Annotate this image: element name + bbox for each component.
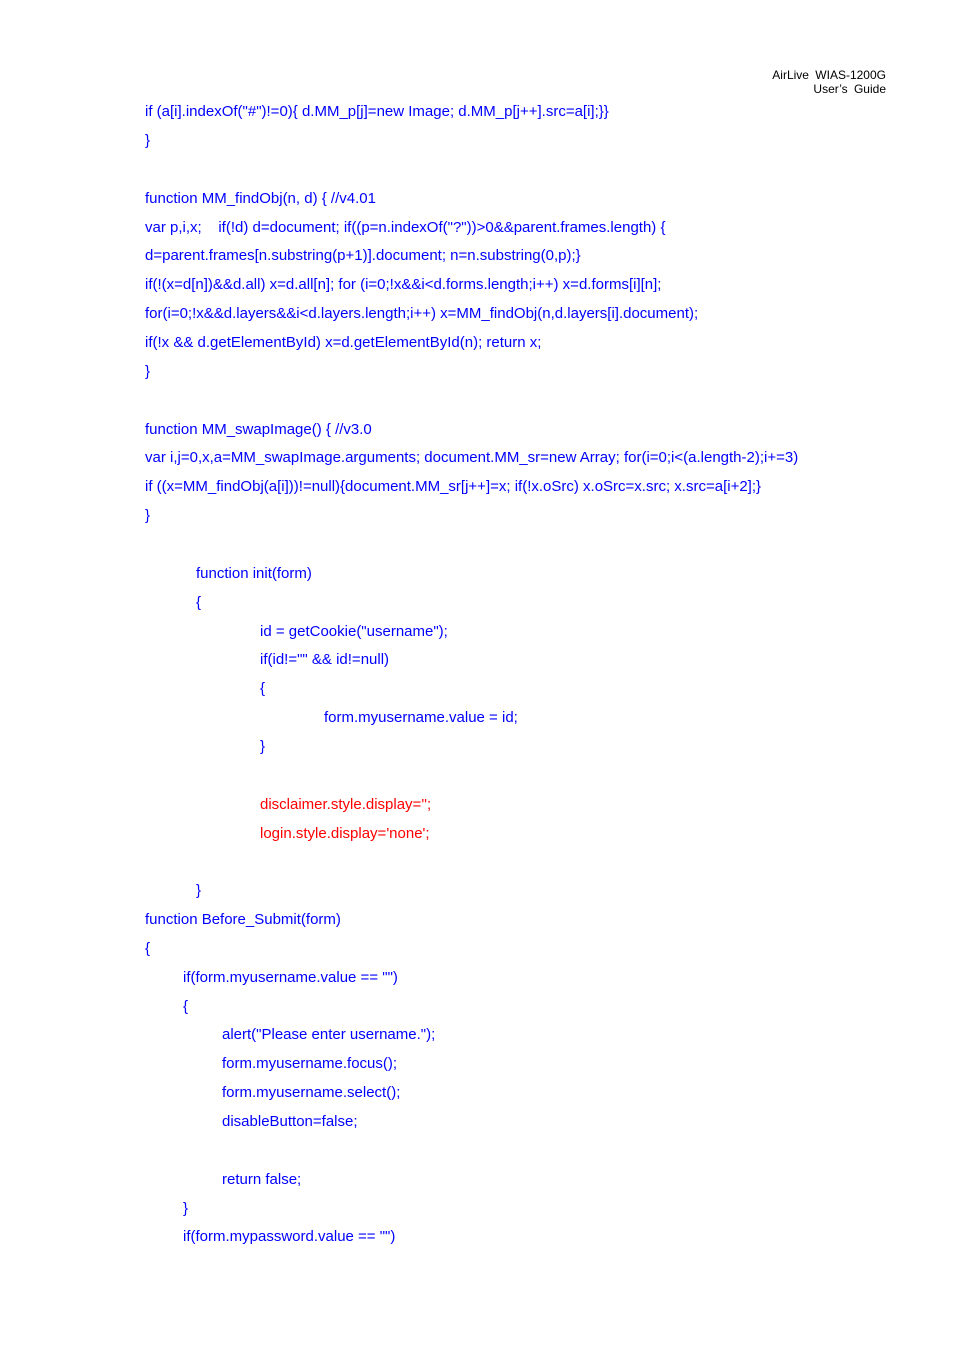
code-line: { bbox=[196, 594, 202, 611]
code-line: } bbox=[145, 132, 151, 149]
code-line: if(!(x=d[n])&&d.all) x=d.all[n]; for (i=0;!x&&i<d.forms.length;i++) x=d.forms[i][n]; bbox=[145, 276, 662, 293]
code-line: function Before_Submit(form) bbox=[145, 911, 341, 928]
code-line: function MM_findObj(n, d) { //v4.01 bbox=[145, 190, 376, 207]
code-line: if(form.myusername.value == "") bbox=[183, 969, 398, 986]
code-line: form.myusername.focus(); bbox=[222, 1055, 398, 1072]
header-guide: User’s Guide bbox=[813, 82, 886, 96]
code-line: form.myusername.select(); bbox=[222, 1084, 401, 1101]
code-line: } bbox=[183, 1200, 189, 1217]
code-line: id = getCookie("username"); bbox=[260, 623, 448, 640]
code-line: if(!x && d.getElementById) x=d.getElementById(n); return x; bbox=[145, 334, 542, 351]
code-line: d=parent.frames[n.substring(p+1)].document; n=n.substring(0,p);} bbox=[145, 247, 581, 264]
code-line: return false; bbox=[222, 1171, 302, 1188]
code-line: if(id!="" && id!=null) bbox=[260, 651, 390, 668]
code-line: alert("Please enter username."); bbox=[222, 1026, 436, 1043]
code-line: if(form.mypassword.value == "") bbox=[183, 1228, 396, 1245]
code-line: { bbox=[183, 998, 189, 1015]
code-line: for(i=0;!x&&d.layers&&i<d.layers.length;i++) x=MM_findObj(n,d.layers[i].document); bbox=[145, 305, 699, 322]
code-line-highlighted: disclaimer.style.display=''; bbox=[260, 796, 432, 813]
code-line: { bbox=[260, 680, 266, 697]
code-line: var i,j=0,x,a=MM_swapImage.arguments; document.MM_sr=new Array; for(i=0;i<(a.length-2);i+=3) bbox=[145, 449, 799, 466]
code-line: { bbox=[145, 940, 151, 957]
code-line: disableButton=false; bbox=[222, 1113, 358, 1130]
code-line: form.myusername.value = id; bbox=[324, 709, 518, 726]
code-line-highlighted: login.style.display='none'; bbox=[260, 825, 430, 842]
code-line: if (a[i].indexOf("#")!=0){ d.MM_p[j]=new Image; d.MM_p[j++].src=a[i];}} bbox=[145, 103, 609, 120]
header-product: AirLive WIAS-1200G bbox=[772, 68, 886, 82]
code-line: if ((x=MM_findObj(a[i]))!=null){document.MM_sr[j++]=x; if(!x.oSrc) x.oSrc=x.src; x.src=a[i+2];} bbox=[145, 478, 762, 495]
code-line: } bbox=[145, 507, 151, 524]
code-line: } bbox=[260, 738, 266, 755]
code-line: } bbox=[145, 363, 151, 380]
code-line: function init(form) bbox=[196, 565, 312, 582]
code-line: function MM_swapImage() { //v3.0 bbox=[145, 421, 372, 438]
code-line: } bbox=[196, 882, 202, 899]
code-line: var p,i,x; if(!d) d=document; if((p=n.indexOf("?"))>0&&parent.frames.length) { bbox=[145, 219, 666, 236]
